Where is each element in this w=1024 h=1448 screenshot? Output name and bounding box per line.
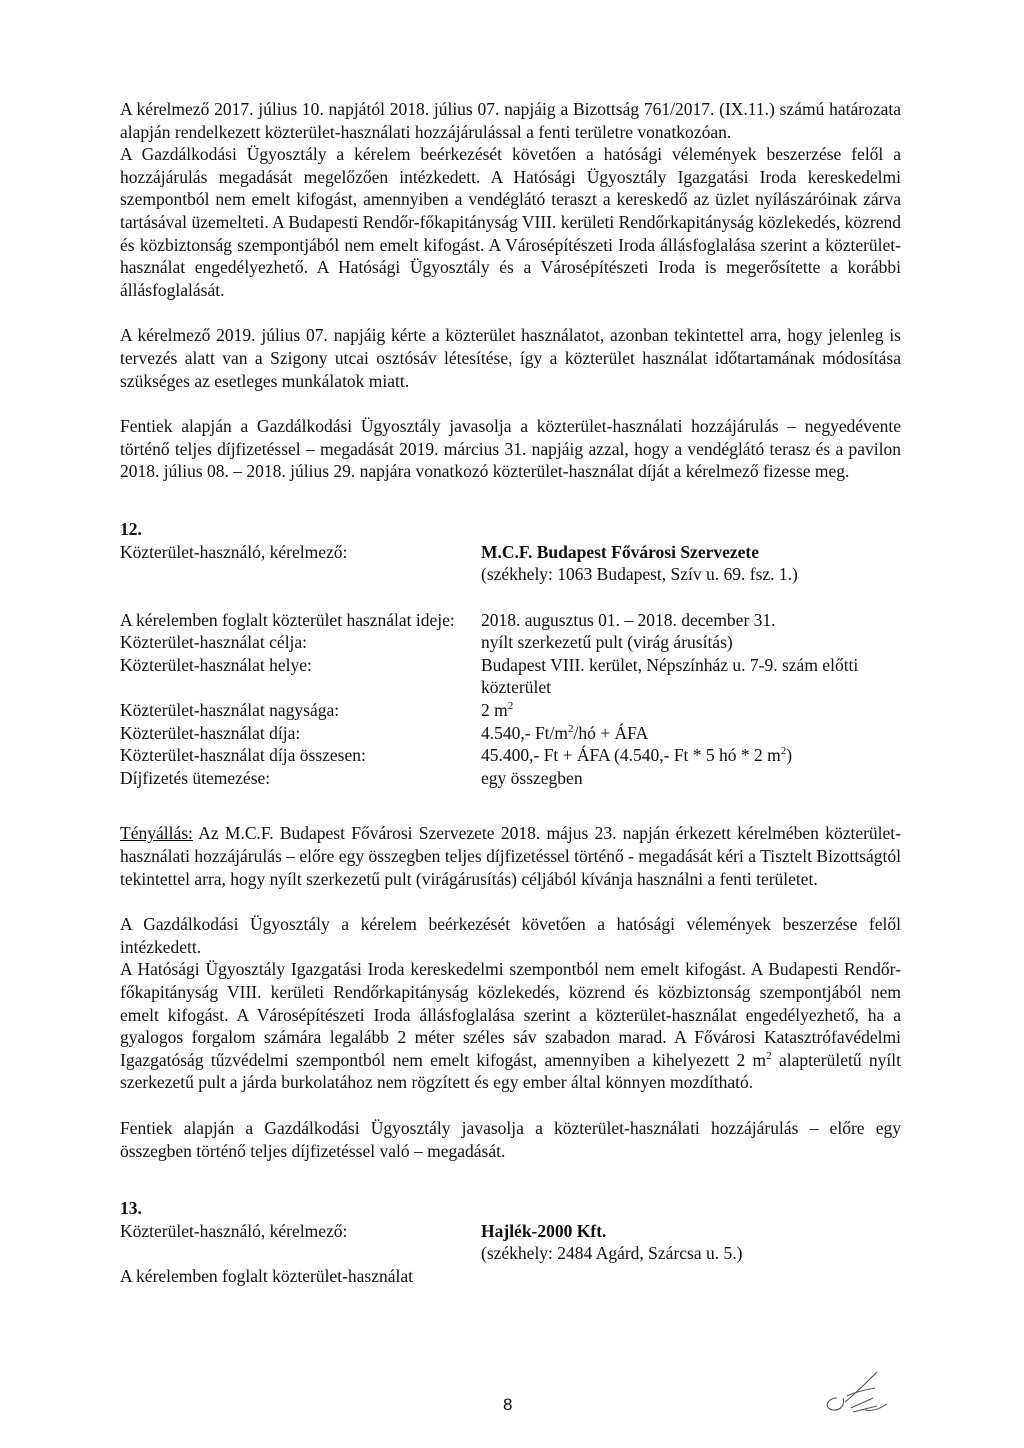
size-value: 2 $m^2$ [481, 700, 514, 721]
paragraph-authority-opinions-12: A Hatósági Ügyosztály Igazgatási Iroda kereskedelmi szempontból nem emelt kifogást. A Budapesti Rendőr-főkapitányság VIII. kerületi Rendőrkapitányság közlekedés, közrend és közbiztonság szempontjából nem emelt kifogást. A Városépítészeti Iroda állásfoglalása szerint a közterület-használat engedélyezhető, ha a gyalogos forgalom számára legalább 2 méter széles sáv szabadon marad. A Fővárosi Katasztrófavédelmi Igazgatóság tűzvédelmi szempontból nem emelt kifogást, amennyiben a kihelyezett 2 $m^2$ alapterületű nyílt szerkezetű pult a járda burkolatához nem rögzített és egy ember által könnyen mozdítható. [120, 959, 901, 1093]
period-label: A kérelemben foglalt közterület használat ideje: [120, 609, 455, 630]
paragraph-proposal: Fentiek alapján a Gazdálkodási Ügyosztály javasolja a közterület-használati hozzájárulás – negyedévente történő teljes díjfizetéssel – megadását 2019. március 31. napjáig azzal, hogy a vendéglátó terasz és a pavilon 2018. július 08. – 2018. július 29. napjára vonatkozó közterület-használat díját a kérelmező fizesse meg. [120, 416, 901, 482]
applicant-name: Hajlék-2000 Kft. [481, 1220, 607, 1241]
applicant-row [120, 1220, 901, 1265]
size-label: Közterület-használat nagysága: [120, 700, 340, 721]
document-page [120, 98, 901, 1288]
applicant-row [120, 541, 901, 586]
paragraph-facts: Tényállás: Az M.C.F. Budapest Fővárosi Szervezete 2018. május 23. napján érkezett kérelmében közterület-használati hozzájárulás – előre egy összegben teljes díjfizetéssel történő - megadását kéri a Tisztelt Bizottságtól tekintettel arra, hogy nyílt szerkezetű pult (virágárusítás) céljából kívánja használni a fenti területet. [120, 823, 901, 889]
schedule-label: Díjfizetés ütemezése: [120, 767, 271, 788]
paragraph-authority-opinions: A Gazdálkodási Ügyosztály a kérelem beérkezését követően a hatósági vélemények beszerzése felől a hozzájárulás megadását megelőzően intézkedett. A Hatósági Ügyosztály Igazgatási Iroda kereskedelmi szempontból nem emelt kifogást, amennyiben a vendéglátó teraszt a kereskedő az üzlet nyílászáróinak zárva tartásával üzemelteti. A Budapesti Rendőr-főkapitányság VIII. kerületi Rendőrkapitányság közlekedés, közrend és közbiztonság szempontjából nem emelt kifogást. A Városépítészeti Iroda állásfoglalása szerint a közterület-használat engedélyezhető. A Hatósági Ügyosztály és a Városépítészeti Iroda is megerősítette a korábbi állásfoglalását. [120, 144, 901, 300]
purpose-label: Közterület-használat célja: [120, 632, 308, 653]
paragraph-authority-request: A Gazdálkodási Ügyosztály a kérelem beérkezését követően a hatósági vélemények beszerzése felől intézkedett. [120, 914, 901, 957]
facts-label: Tényállás: [120, 823, 193, 844]
period-row [120, 1265, 901, 1288]
total-fee-row [120, 744, 901, 767]
fee-value: 4.540,- $Ft/m^2/hó$ + ÁFA [481, 722, 649, 743]
signature-initials-icon [815, 1368, 895, 1418]
fee-label: Közterület-használat díja: [120, 722, 301, 743]
page-number: 8 [503, 1395, 513, 1414]
purpose-value: nyílt szerkezetű pult (virág árusítás) [481, 632, 733, 653]
period-value: 2018. augusztus 01. – 2018. december 31. [481, 609, 776, 630]
applicant-seat: (székhely: 2484 Agárd, Szárcsa u. 5.) [481, 1243, 743, 1264]
applicant-value [481, 541, 901, 586]
item-number: 13. [120, 1198, 142, 1219]
period-row [120, 609, 901, 632]
period-label: A kérelemben foglalt közterület-használat [120, 1265, 413, 1286]
paragraph-previous-permit: A kérelmező 2017. július 10. napjától 2018. július 07. napjáig a Bizottság 761/2017. (IX.11.) számú határozata alapján rendelkezett közterület-használati hozzájárulással a fenti területre vonatkozóan. [120, 99, 901, 142]
applicant-label: Közterület-használó, kérelmező: [120, 1220, 348, 1241]
schedule-row [120, 767, 901, 790]
applicant-name: M.C.F. Budapest Fővárosi Szervezete [481, 541, 760, 562]
location-label: Közterület-használat helye: [120, 654, 312, 675]
paragraph-request-modification: A kérelmező 2019. július 07. napjáig kérte a közterület használatot, azonban tekintettel arra, hogy jelenleg is tervezés alatt van a Szigony utcai osztósáv létesítése, így a közterület használat időtartamának módosítása szükséges az esetleges munkálatok miatt. [120, 325, 901, 391]
item-number: 12. [120, 518, 142, 539]
applicant-value [481, 1220, 901, 1265]
total-fee-label: Közterület-használat díja összesen: [120, 745, 366, 766]
total-fee-value: 45.400,- Ft + ÁFA (4.540,- Ft * 5 hó * 2 $m^2$) [481, 745, 793, 766]
location-value: Budapest VIII. kerület, Népszínház u. 7-9. szám előtti közterület [481, 654, 859, 698]
applicant-label: Közterület-használó, kérelmező: [120, 541, 348, 562]
purpose-row [120, 631, 901, 654]
location-row [120, 654, 901, 699]
size-row [120, 699, 901, 722]
applicant-seat: (székhely: 1063 Budapest, Szív u. 69. fsz. 1.) [481, 564, 798, 585]
item-12 [120, 518, 901, 1162]
fee-row [120, 722, 901, 745]
schedule-value: egy összegben [481, 767, 583, 788]
paragraph-proposal-12: Fentiek alapján a Gazdálkodási Ügyosztály javasolja a közterület-használati hozzájárulás – előre egy összegben történő teljes díjfizetéssel való – megadását. [120, 1117, 901, 1161]
item-13 [120, 1197, 901, 1287]
